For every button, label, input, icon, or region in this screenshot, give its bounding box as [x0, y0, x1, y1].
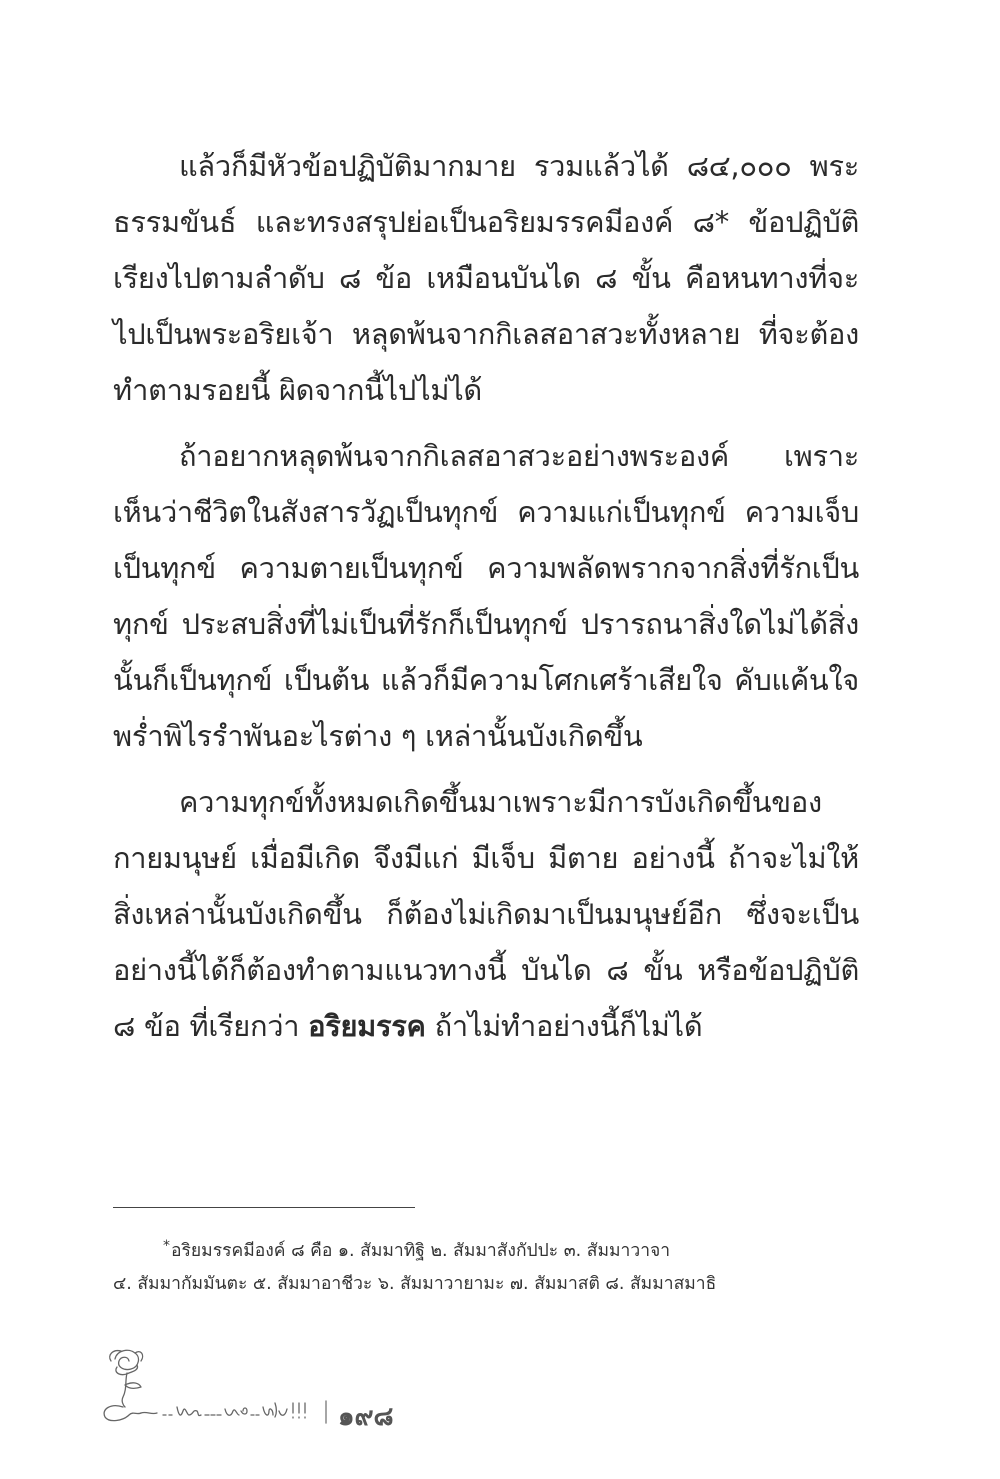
text-line: แล้วก็มีหัวข้อปฏิบัติมากมาย รวมแล้วได้ ๘๔,๐๐๐ พระ — [179, 149, 859, 183]
text-line: ทุกข์ ประสบสิ่งที่ไม่เป็นที่รักก็เป็นทุกข์ ปรารถนาสิ่งใดไม่ได้สิ่ง — [113, 607, 859, 641]
text-segment: ๘ ข้อ ที่เรียกว่า — [113, 1009, 309, 1043]
footnote — [113, 1230, 859, 1301]
text-line: กายมนุษย์ เมื่อมีเกิด จึงมีแก่ มีเจ็บ มีตาย อย่างนี้ ถ้าจะไม่ให้ — [113, 841, 859, 875]
text-line: ไปเป็นพระอริยเจ้า หลุดพ้นจากกิเลสอาสวะทั้งหลาย ที่จะต้อง — [113, 317, 859, 351]
footnote-marker: * — [163, 1238, 170, 1254]
text-line: ทำตามรอยนี้ ผิดจากนี้ไปไม่ได้ — [113, 373, 482, 407]
text-line: เห็นว่าชีวิตในสังสารวัฏเป็นทุกข์ ความแก่เป็นทุกข์ ความเจ็บ — [113, 495, 859, 529]
text-line: สิ่งเหล่านั้นบังเกิดขึ้น ก็ต้องไม่เกิดมาเป็นมนุษย์อีก ซึ่งจะเป็น — [113, 897, 859, 931]
text-line: อย่างนี้ได้ก็ต้องทำตามแนวทางนี้ บันได ๘ ขั้น หรือข้อปฏิบัติ — [113, 953, 859, 987]
paragraph-2 — [113, 428, 859, 764]
footnote-line-1 — [113, 1230, 859, 1268]
page-number: ๑๙๘ — [338, 1402, 394, 1432]
text-line: ความทุกข์ทั้งหมดเกิดขึ้นมาเพราะมีการบังเกิดขึ้นของ — [179, 785, 822, 819]
footnote-text: อริยมรรคมีองค์ ๘ คือ ๑. สัมมาทิฐิ ๒. สัมมาสังกัปปะ ๓. สัมมาวาจา — [171, 1241, 671, 1261]
text-line-last — [113, 998, 859, 1054]
footnote-divider — [113, 1207, 415, 1208]
text-line: ถ้าอยากหลุดพ้นจากกิเลสอาสวะอย่างพระองค์ เพราะ — [179, 439, 859, 473]
bold-term: อริยมรรค — [308, 1009, 426, 1043]
footnote-line-2: ๔. สัมมากัมมันตะ ๕. สัมมาอาชีวะ ๖. สัมมาวายามะ ๗. สัมมาสติ ๘. สัมมาสมาธิ — [113, 1274, 717, 1294]
text-line: ธรรมขันธ์ และทรงสรุปย่อเป็นอริยมรรคมีองค์ ๘* ข้อปฏิบัติ — [113, 205, 859, 239]
paragraph-1 — [113, 138, 859, 418]
text-line: พร่ำพิไรรำพันอะไรต่าง ๆ เหล่านั้นบังเกิดขึ้น — [113, 719, 643, 753]
text-segment: ถ้าไม่ทำอย่างนี้ก็ไม่ได้ — [425, 1009, 703, 1043]
body-text — [113, 138, 859, 1064]
text-line: เรียงไปตามลำดับ ๘ ข้อ เหมือนบันได ๘ ขั้น คือหนทางที่จะ — [113, 261, 859, 295]
paragraph-3 — [113, 774, 859, 1054]
text-line: เป็นทุกข์ ความตายเป็นทุกข์ ความพลัดพรากจากสิ่งที่รักเป็น — [113, 551, 859, 585]
text-line: นั้นก็เป็นทุกข์ เป็นต้น แล้วก็มีความโศกเศร้าเสียใจ คับแค้นใจ — [113, 663, 859, 697]
